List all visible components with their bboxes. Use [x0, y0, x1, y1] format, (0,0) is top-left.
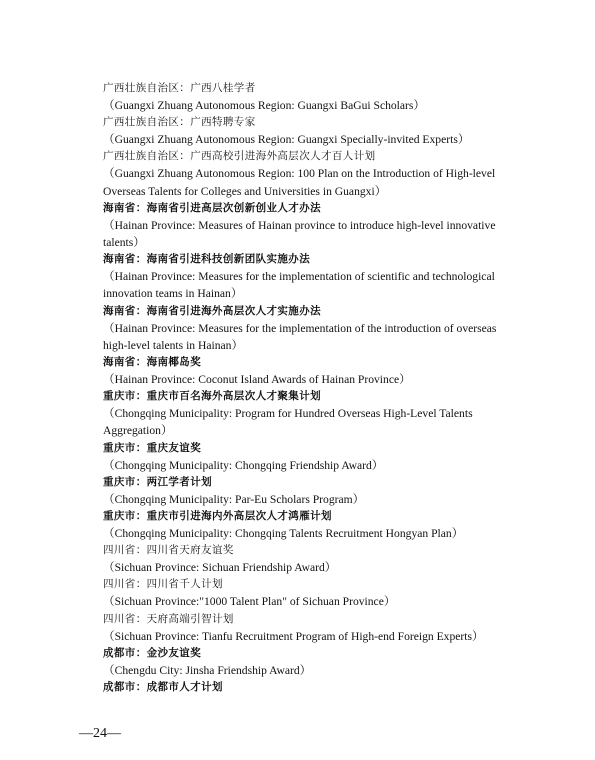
entry-english-title: （Sichuan Province:"1000 Talent Plan" of Sichuan Province）: [103, 595, 396, 609]
entry-chinese-title: 成都市：成都市人才计划: [103, 681, 223, 694]
entry-chinese-title: 四川省：天府高端引智计划: [103, 612, 234, 625]
entry-english-title: （Sichuan Province: Sichuan Friendship Award）: [103, 561, 337, 575]
entry-chinese-title: 海南省：海南省引进科技创新团队实施办法: [103, 253, 311, 266]
page-number: —24—: [79, 726, 121, 741]
entry-chinese-title: 海南省：海南椰岛奖: [103, 356, 202, 369]
entry: [103, 388, 513, 439]
entry: [103, 542, 513, 576]
entry: [103, 611, 513, 645]
entry-chinese-title: 成都市：金沙友谊奖: [103, 646, 202, 659]
entry: [103, 679, 513, 696]
entry: [103, 251, 513, 302]
entry-chinese-title: 广西壮族自治区：广西高校引进海外高层次人才百人计划: [103, 150, 376, 163]
entry: [103, 576, 513, 610]
entry-english-title: （Chongqing Municipality: Chongqing Talents Recruitment Hongyan Plan）: [103, 527, 464, 541]
entry-english-title: （Hainan Province: Measures of Hainan province to introduce high-level innovative talents）: [103, 218, 496, 250]
entry-english-title: （Guangxi Zhuang Autonomous Region: Guangxi Specially-invited Experts）: [103, 133, 470, 147]
entry-chinese-title: 重庆市：重庆市引进海内外高层次人才鸿雁计划: [103, 510, 332, 523]
entry-english-title: （Guangxi Zhuang Autonomous Region: 100 Plan on the Introduction of High-level Overseas Talents for Colleges and Universities in Guangxi）: [103, 167, 496, 198]
entry: [103, 440, 513, 474]
entry: [103, 474, 513, 508]
entry-english-title: （Chongqing Municipality: Chongqing Friendship Award）: [103, 458, 384, 472]
entry: [103, 148, 513, 199]
entry-chinese-title: 海南省：海南省引进高层次创新创业人才办法: [103, 201, 321, 214]
entry-chinese-title: 重庆市：两江学者计划: [103, 475, 212, 488]
entry: [103, 354, 513, 388]
entry-english-title: （Hainan Province: Coconut Island Awards of Hainan Province）: [103, 373, 411, 387]
entry-english-title: （Chengdu City: Jinsha Friendship Award）: [103, 663, 312, 677]
entry-english-title: （Chongqing Municipality: Par-Eu Scholars Program）: [103, 492, 365, 506]
entry-chinese-title: 海南省：海南省引进海外高层次人才实施办法: [103, 304, 321, 317]
entry-english-title: （Sichuan Province: Tianfu Recruitment Program of High-end Foreign Experts）: [103, 629, 484, 643]
entry: [103, 303, 513, 354]
entry: [103, 508, 513, 542]
entry-english-title: （Chongqing Municipality: Program for Hundred Overseas High-Level Talents Aggregation）: [103, 407, 473, 438]
entry-chinese-title: 广西壮族自治区：广西八桂学者: [103, 82, 256, 94]
entry: [103, 114, 513, 148]
entry-chinese-title: 重庆市：重庆市百名海外高层次人才聚集计划: [103, 390, 321, 403]
entry-chinese-title: 广西壮族自治区：广西特聘专家: [103, 116, 256, 129]
entry-chinese-title: 四川省：四川省千人计划: [103, 578, 223, 591]
entry-chinese-title: 四川省：四川省天府友谊奖: [103, 544, 234, 557]
entry: [103, 645, 513, 679]
entry-english-title: （Hainan Province: Measures for the implementation of scientific and technological innovation teams in Hainan）: [103, 270, 495, 301]
entry-english-title: （Guangxi Zhuang Autonomous Region: Guangxi BaGui Scholars）: [103, 99, 426, 112]
entry: [103, 200, 513, 251]
entry: [103, 80, 513, 114]
entry-english-title: （Hainan Province: Measures for the implementation of the introduction of overseas high-level talents in Hainan）: [103, 321, 497, 352]
document-body: [103, 80, 513, 696]
entry-chinese-title: 重庆市：重庆友谊奖: [103, 441, 202, 454]
